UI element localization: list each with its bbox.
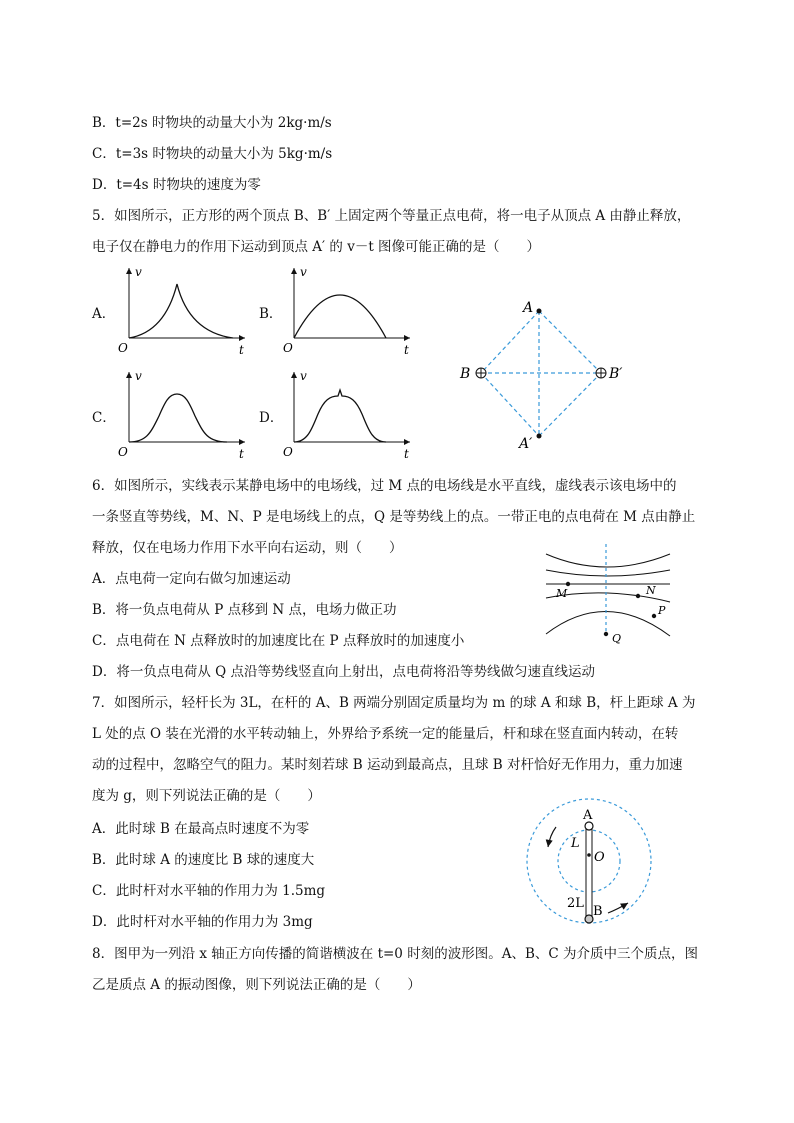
label-a-prime: A′ — [519, 436, 533, 452]
label-q: Q — [612, 632, 622, 645]
label-b-prime: B′ — [609, 366, 623, 382]
label-l: L — [571, 836, 580, 851]
point-a — [537, 309, 542, 314]
q5-graph-d — [280, 366, 420, 461]
label-2l: 2L — [567, 896, 584, 911]
q7-option-d: D．此时杆对水平轴的作用力为 3mg — [92, 914, 313, 930]
q5-graph-a — [115, 262, 255, 357]
axis-v-label: v — [300, 369, 307, 383]
q8-stem-line2: 乙是质点 A 的振动图像，则下列说法正确的是（ ） — [92, 977, 421, 993]
q6-option-c: C．点电荷在 N 点释放时的加速度比在 P 点释放时的加速度小 — [92, 633, 465, 649]
q7-stem-line4: 度为 g，则下列说法正确的是（ ） — [92, 788, 321, 804]
q8-stem-line1: 8．图甲为一列沿 x 轴正方向传播的简谐横波在 t=0 时刻的波形图。A、B、C 为介质中三个质点，图 — [92, 946, 698, 962]
label-a: A — [583, 808, 593, 823]
q6-option-b: B．将一负点电荷从 P 点移到 N 点，电场力做正功 — [92, 602, 397, 618]
label-b: B — [460, 366, 471, 382]
origin-label: O — [283, 445, 293, 459]
q7-rod-figure — [522, 795, 662, 930]
q6-field-figure — [540, 540, 680, 645]
label-b: B — [593, 904, 603, 919]
q6-option-d: D．将一负点电荷从 Q 点沿等势线竖直向上射出，点电荷将沿等势线做匀速直线运动 — [92, 664, 595, 680]
label-m: M — [556, 587, 568, 600]
q5-graph-b-letter: B． — [259, 306, 283, 322]
charge-b-prime — [596, 368, 606, 378]
q5-graph-b — [280, 262, 420, 357]
point-a-prime — [537, 434, 542, 439]
axis-t-label: t — [239, 447, 244, 461]
q4-option-d: D．t=4s 时物块的速度为零 — [92, 177, 261, 193]
q5-graph-a-letter: A． — [92, 306, 116, 322]
origin-label: O — [283, 341, 293, 355]
q6-stem-line3: 释放，仅在电场力作用下水平向右运动，则（ ） — [92, 540, 403, 556]
q5-graph-c-letter: C． — [92, 410, 116, 426]
q7-option-b: B．此时球 A 的速度比 B 球的速度大 — [92, 852, 315, 868]
q5-graph-c — [115, 366, 255, 461]
label-o: O — [594, 850, 605, 865]
axis-v-label: v — [135, 369, 142, 383]
q7-stem-line1: 7．如图所示，轻杆长为 3L，在杆的 A、B 两端分别固定质量均为 m 的球 A 和球 B，杆上距球 A 为 — [92, 695, 696, 711]
axis-v-label: v — [300, 265, 307, 279]
origin-label: O — [118, 341, 128, 355]
q5-graph-d-letter: D． — [259, 410, 284, 426]
label-p: P — [658, 604, 666, 617]
axis-t-label: t — [239, 343, 244, 357]
origin-label: O — [118, 445, 128, 459]
q6-option-a: A．点电荷一定向右做匀加速运动 — [92, 571, 291, 587]
charge-b — [476, 368, 486, 378]
label-a: A — [523, 300, 534, 316]
q7-option-c: C．此时杆对水平轴的作用力为 1.5mg — [92, 883, 326, 899]
axis-v-label: v — [135, 265, 142, 279]
q4-option-b: B．t=2s 时物块的动量大小为 2kg·m/s — [92, 115, 332, 131]
q7-option-a: A．此时球 B 在最高点时速度不为零 — [92, 821, 310, 837]
q4-option-c: C．t=3s 时物块的动量大小为 5kg·m/s — [92, 146, 333, 162]
q7-stem-line2: L 处的点 O 装在光滑的水平转动轴上，外界给予系统一定的能量后，杆和球在竖直面内转动，在转 — [92, 726, 679, 742]
axis-t-label: t — [404, 447, 409, 461]
label-n: N — [646, 584, 656, 597]
axis-t-label: t — [404, 343, 409, 357]
q5-stem-line1: 5．如图所示，正方形的两个顶点 B、B′ 上固定两个等量正点电荷，将一电子从顶点 A 由静止释放， — [92, 208, 691, 224]
q7-stem-line3: 动的过程中，忽略空气的阻力。某时刻若球 B 运动到最高点，且球 B 对杆恰好无作用力，重力加速 — [92, 757, 683, 773]
q6-stem-line1: 6．如图所示，实线表示某静电场中的电场线，过 M 点的电场线是水平直线，虚线表示该电场中的 — [92, 478, 677, 494]
q5-stem-line2: 电子仅在静电力的作用下运动到顶点 A′ 的 v－t 图像可能正确的是（ ） — [92, 239, 541, 255]
q5-square-figure — [455, 296, 635, 456]
q6-stem-line2: 一条竖直等势线，M、N、P 是电场线上的点，Q 是等势线上的点。一带正电的点电荷在 M 点由静止 — [92, 509, 696, 525]
